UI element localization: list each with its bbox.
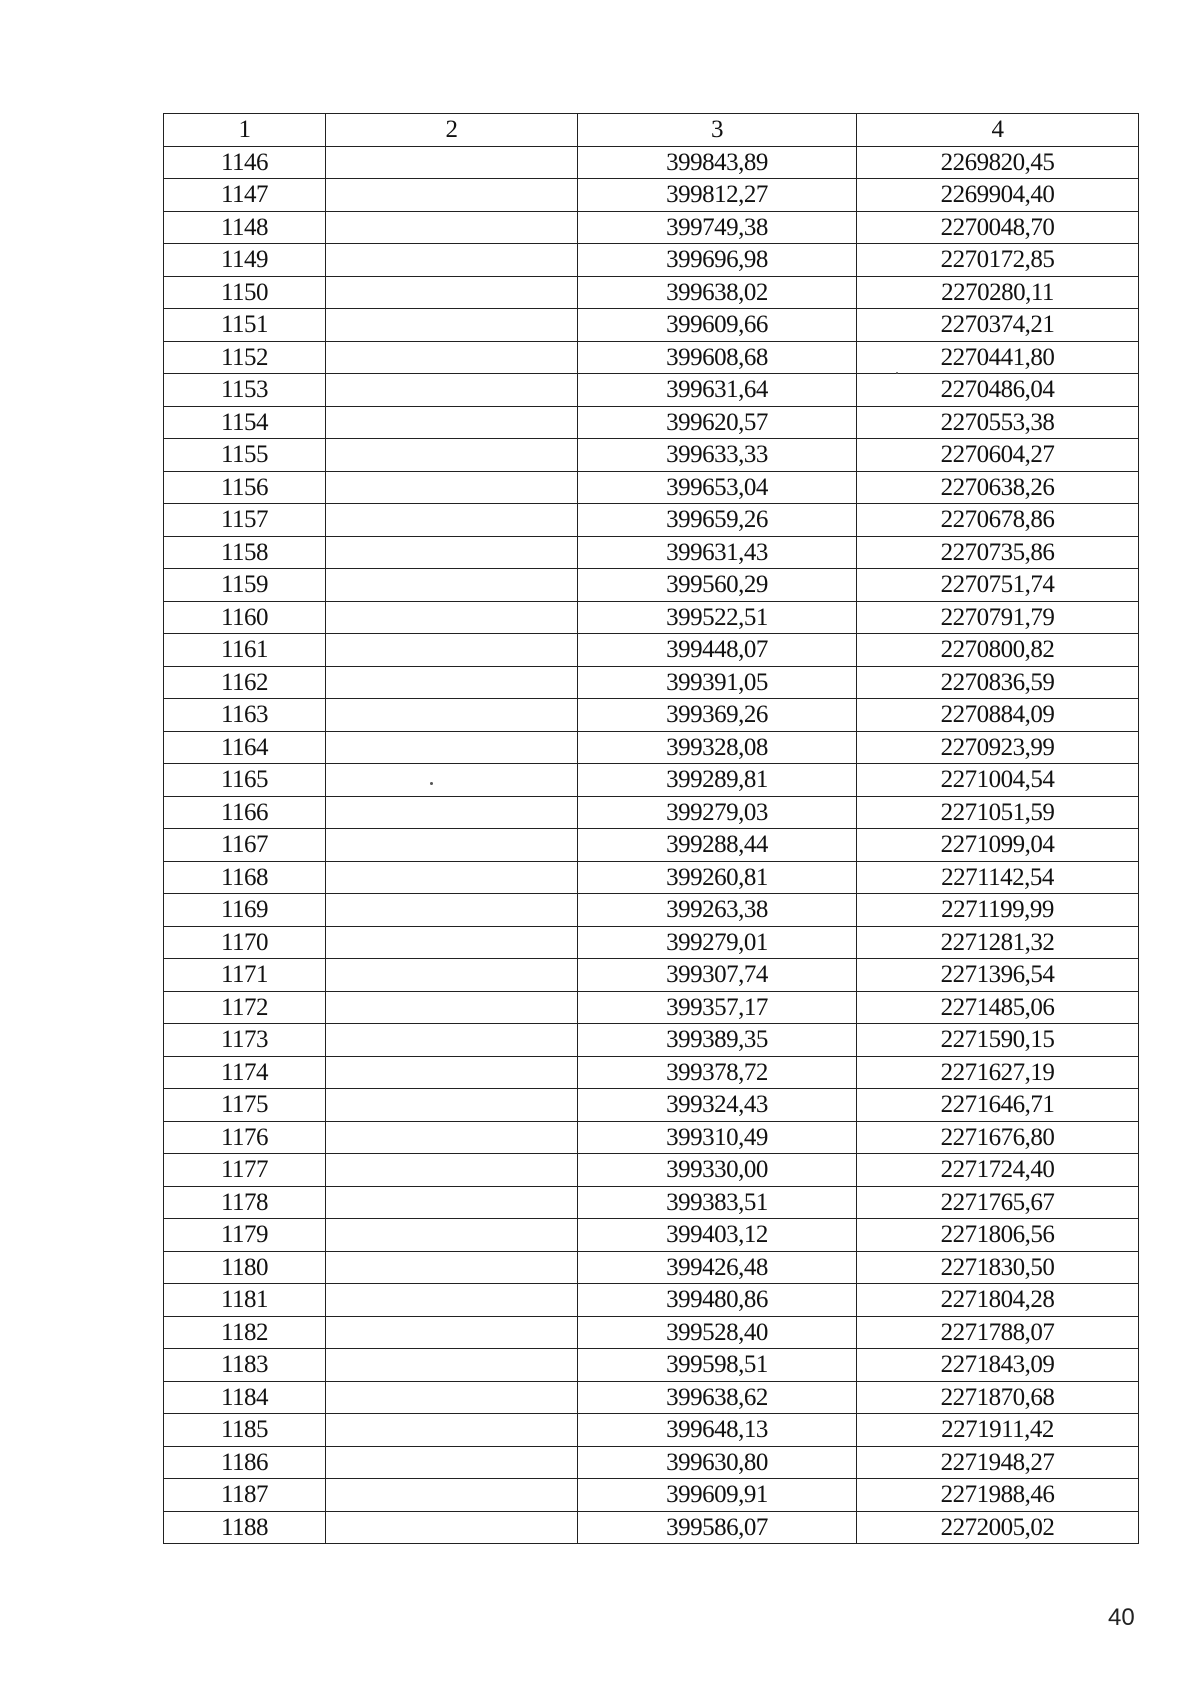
table-row: [164, 276, 1139, 309]
table-cell-col4: 2270604,27: [857, 439, 1139, 472]
table-cell-col4: 2271281,32: [857, 926, 1139, 959]
table-cell-col2: [326, 829, 578, 862]
table-cell-col3: 399357,17: [578, 991, 857, 1024]
table-cell-col1: 1165: [164, 764, 326, 797]
table-cell-col4: 2270048,70: [857, 211, 1139, 244]
table-cell-col2: [326, 1154, 578, 1187]
table-cell-col2: [326, 894, 578, 927]
table-cell-col3: 399426,48: [578, 1251, 857, 1284]
table-cell-col1: 1170: [164, 926, 326, 959]
table-cell-col3: 399633,33: [578, 439, 857, 472]
table-cell-col4: 2269904,40: [857, 179, 1139, 212]
table-cell-col3: 399560,29: [578, 569, 857, 602]
table-cell-col2: [326, 179, 578, 212]
table-row: [164, 1024, 1139, 1057]
table-row: [164, 796, 1139, 829]
table-cell-col4: 2270172,85: [857, 244, 1139, 277]
table-row: [164, 244, 1139, 277]
table-cell-col3: 399638,02: [578, 276, 857, 309]
table-cell-col2: [326, 1219, 578, 1252]
table-cell-col4: 2270486,04: [857, 374, 1139, 407]
table-cell-col4: 2271843,09: [857, 1349, 1139, 1382]
table-cell-col2: [326, 1349, 578, 1382]
table-cell-col1: 1179: [164, 1219, 326, 1252]
table-cell-col2: [326, 1121, 578, 1154]
table-cell-col1: 1171: [164, 959, 326, 992]
table-cell-col4: 2271099,04: [857, 829, 1139, 862]
table-cell-col3: 399403,12: [578, 1219, 857, 1252]
table-cell-col4: 2271948,27: [857, 1446, 1139, 1479]
table-row: [164, 211, 1139, 244]
table-cell-col4: 2271870,68: [857, 1381, 1139, 1414]
table-cell-col4: 2271765,67: [857, 1186, 1139, 1219]
table-row: [164, 569, 1139, 602]
table-row: [164, 1089, 1139, 1122]
table-row: [164, 146, 1139, 179]
table-cell-col2: [326, 504, 578, 537]
table-cell-col1: 1177: [164, 1154, 326, 1187]
table-cell-col3: 399279,01: [578, 926, 857, 959]
table-cell-col2: [326, 1089, 578, 1122]
table-cell-col3: 399522,51: [578, 601, 857, 634]
table-cell-col2: [326, 341, 578, 374]
table-cell-col1: 1166: [164, 796, 326, 829]
table-cell-col2: [326, 1381, 578, 1414]
table-cell-col4: 2271627,19: [857, 1056, 1139, 1089]
table-cell-col2: [326, 926, 578, 959]
table-cell-col4: 2271806,56: [857, 1219, 1139, 1252]
table-cell-col1: 1175: [164, 1089, 326, 1122]
table-cell-col3: 399843,89: [578, 146, 857, 179]
table-row: [164, 179, 1139, 212]
table-cell-col2: [326, 699, 578, 732]
table-row: [164, 1121, 1139, 1154]
table-cell-col3: 399609,91: [578, 1479, 857, 1512]
table-cell-col2: [326, 1056, 578, 1089]
table-cell-col3: 399448,07: [578, 634, 857, 667]
table-cell-col3: 399260,81: [578, 861, 857, 894]
table-row: [164, 991, 1139, 1024]
table-cell-col2: [326, 244, 578, 277]
table-row: [164, 504, 1139, 537]
table-row: [164, 1154, 1139, 1187]
table-row: [164, 959, 1139, 992]
table-cell-col4: 2271485,06: [857, 991, 1139, 1024]
table-cell-col3: 399812,27: [578, 179, 857, 212]
table-cell-col3: 399328,08: [578, 731, 857, 764]
table-cell-col4: 2271724,40: [857, 1154, 1139, 1187]
table-cell-col4: 2271396,54: [857, 959, 1139, 992]
table-cell-col4: 2271590,15: [857, 1024, 1139, 1057]
table-cell-col3: 399631,43: [578, 536, 857, 569]
table-cell-col1: 1180: [164, 1251, 326, 1284]
scan-speck: [430, 782, 433, 785]
table-cell-col1: 1186: [164, 1446, 326, 1479]
table-row: [164, 1056, 1139, 1089]
table-cell-col2: [326, 374, 578, 407]
page-number: 40: [1108, 1604, 1135, 1631]
table-cell-col1: 1153: [164, 374, 326, 407]
table-cell-col2: [326, 1511, 578, 1544]
table-cell-col2: [326, 309, 578, 342]
table-cell-col3: 399528,40: [578, 1316, 857, 1349]
table-cell-col1: 1163: [164, 699, 326, 732]
table-row: [164, 1251, 1139, 1284]
table-row: [164, 731, 1139, 764]
table-row: [164, 439, 1139, 472]
table-row: [164, 374, 1139, 407]
table-cell-col3: 399307,74: [578, 959, 857, 992]
table-row: [164, 1414, 1139, 1447]
table-cell-col2: [326, 1251, 578, 1284]
table-cell-col3: 399586,07: [578, 1511, 857, 1544]
table-cell-col1: 1162: [164, 666, 326, 699]
table-cell-col3: 399638,62: [578, 1381, 857, 1414]
table-cell-col1: 1152: [164, 341, 326, 374]
table-cell-col3: 399630,80: [578, 1446, 857, 1479]
table-cell-col4: 2270751,74: [857, 569, 1139, 602]
table-cell-col1: 1167: [164, 829, 326, 862]
table-cell-col3: 399391,05: [578, 666, 857, 699]
column-header-2: 2: [326, 114, 578, 147]
table-cell-col3: 399696,98: [578, 244, 857, 277]
table-row: [164, 1381, 1139, 1414]
table-cell-col2: [326, 536, 578, 569]
table-row: [164, 1479, 1139, 1512]
table-header: [164, 114, 1139, 147]
table-row: [164, 926, 1139, 959]
table-cell-col4: 2270836,59: [857, 666, 1139, 699]
table-cell-col4: 2270553,38: [857, 406, 1139, 439]
table-cell-col4: 2272005,02: [857, 1511, 1139, 1544]
table-cell-col4: 2271804,28: [857, 1284, 1139, 1317]
table-cell-col4: 2271788,07: [857, 1316, 1139, 1349]
table-cell-col4: 2270791,79: [857, 601, 1139, 634]
table-body: [164, 146, 1139, 1544]
table-cell-col2: [326, 634, 578, 667]
table-row: [164, 1349, 1139, 1382]
table-cell-col1: 1156: [164, 471, 326, 504]
table-cell-col1: 1146: [164, 146, 326, 179]
table-cell-col2: [326, 471, 578, 504]
table-cell-col3: 399330,00: [578, 1154, 857, 1187]
table-cell-col1: 1161: [164, 634, 326, 667]
table-cell-col2: [326, 861, 578, 894]
table-cell-col4: 2270638,26: [857, 471, 1139, 504]
table-cell-col3: 399620,57: [578, 406, 857, 439]
table-cell-col1: 1181: [164, 1284, 326, 1317]
table-row: [164, 1186, 1139, 1219]
table-cell-col1: 1158: [164, 536, 326, 569]
table-cell-col2: [326, 959, 578, 992]
table-row: [164, 471, 1139, 504]
table-cell-col2: [326, 569, 578, 602]
table-cell-col2: [326, 406, 578, 439]
table-cell-col3: 399659,26: [578, 504, 857, 537]
table-cell-col1: 1150: [164, 276, 326, 309]
table-cell-col4: 2270884,09: [857, 699, 1139, 732]
table-cell-col1: 1147: [164, 179, 326, 212]
table-row: [164, 894, 1139, 927]
table-row: [164, 764, 1139, 797]
table-cell-col2: [326, 1446, 578, 1479]
table-cell-col3: 399378,72: [578, 1056, 857, 1089]
table-cell-col2: [326, 1414, 578, 1447]
column-header-3: 3: [578, 114, 857, 147]
table-cell-col4: 2270800,82: [857, 634, 1139, 667]
table-cell-col2: [326, 1479, 578, 1512]
table-cell-col1: 1164: [164, 731, 326, 764]
table-cell-col4: 2270678,86: [857, 504, 1139, 537]
table-cell-col2: [326, 1024, 578, 1057]
table-row: [164, 341, 1139, 374]
table-cell-col3: 399263,38: [578, 894, 857, 927]
table-cell-col4: 2271142,54: [857, 861, 1139, 894]
column-header-4: 4: [857, 114, 1139, 147]
table-row: [164, 1316, 1139, 1349]
table-cell-col4: 2271004,54: [857, 764, 1139, 797]
table-cell-col1: 1182: [164, 1316, 326, 1349]
table-cell-col1: 1172: [164, 991, 326, 1024]
table-row: [164, 536, 1139, 569]
table-cell-col2: [326, 439, 578, 472]
table-cell-col1: 1154: [164, 406, 326, 439]
table-cell-col3: 399598,51: [578, 1349, 857, 1382]
table-row: [164, 861, 1139, 894]
table-cell-col1: 1183: [164, 1349, 326, 1382]
table-cell-col3: 399324,43: [578, 1089, 857, 1122]
table-row: [164, 699, 1139, 732]
table-cell-col2: [326, 1284, 578, 1317]
scan-speck: [896, 372, 898, 374]
header-row: [164, 114, 1139, 147]
table-cell-col4: 2269820,45: [857, 146, 1139, 179]
table-cell-col4: 2271646,71: [857, 1089, 1139, 1122]
table-cell-col1: 1148: [164, 211, 326, 244]
table-cell-col3: 399288,44: [578, 829, 857, 862]
table-cell-col3: 399749,38: [578, 211, 857, 244]
table-cell-col1: 1185: [164, 1414, 326, 1447]
table-cell-col1: 1159: [164, 569, 326, 602]
table-row: [164, 829, 1139, 862]
table-row: [164, 1511, 1139, 1544]
table-cell-col2: [326, 666, 578, 699]
table-cell-col1: 1178: [164, 1186, 326, 1219]
table-cell-col3: 399653,04: [578, 471, 857, 504]
table-cell-col3: 399648,13: [578, 1414, 857, 1447]
table-cell-col1: 1173: [164, 1024, 326, 1057]
table-cell-col4: 2271988,46: [857, 1479, 1139, 1512]
table-cell-col3: 399609,66: [578, 309, 857, 342]
table-cell-col4: 2270374,21: [857, 309, 1139, 342]
table-cell-col1: 1149: [164, 244, 326, 277]
table-cell-col2: [326, 731, 578, 764]
table-row: [164, 1219, 1139, 1252]
table-cell-col1: 1168: [164, 861, 326, 894]
table-cell-col2: [326, 211, 578, 244]
table-cell-col3: 399289,81: [578, 764, 857, 797]
table-row: [164, 601, 1139, 634]
table-cell-col4: 2271830,50: [857, 1251, 1139, 1284]
table-cell-col3: 399608,68: [578, 341, 857, 374]
table-cell-col4: 2271051,59: [857, 796, 1139, 829]
column-header-1: 1: [164, 114, 326, 147]
table-row: [164, 406, 1139, 439]
coordinates-table: [163, 113, 1139, 1544]
table-row: [164, 309, 1139, 342]
table-cell-col1: 1151: [164, 309, 326, 342]
table-cell-col3: 399279,03: [578, 796, 857, 829]
table-cell-col2: [326, 276, 578, 309]
table-cell-col3: 399480,86: [578, 1284, 857, 1317]
table-cell-col2: [326, 991, 578, 1024]
table-row: [164, 634, 1139, 667]
table-cell-col1: 1155: [164, 439, 326, 472]
table-cell-col1: 1187: [164, 1479, 326, 1512]
table-cell-col4: 2271199,99: [857, 894, 1139, 927]
table-cell-col4: 2270923,99: [857, 731, 1139, 764]
table-cell-col4: 2270280,11: [857, 276, 1139, 309]
table-cell-col2: [326, 146, 578, 179]
table-cell-col2: [326, 601, 578, 634]
table-cell-col3: 399310,49: [578, 1121, 857, 1154]
table-cell-col2: [326, 1186, 578, 1219]
table-row: [164, 666, 1139, 699]
table-cell-col4: 2270735,86: [857, 536, 1139, 569]
table-cell-col3: 399631,64: [578, 374, 857, 407]
table-cell-col4: 2271676,80: [857, 1121, 1139, 1154]
table-cell-col2: [326, 1316, 578, 1349]
table-cell-col1: 1184: [164, 1381, 326, 1414]
table-row: [164, 1284, 1139, 1317]
table-row: [164, 1446, 1139, 1479]
table-cell-col2: [326, 796, 578, 829]
table-cell-col1: 1174: [164, 1056, 326, 1089]
table-cell-col1: 1160: [164, 601, 326, 634]
table-cell-col1: 1176: [164, 1121, 326, 1154]
table-cell-col1: 1157: [164, 504, 326, 537]
table-cell-col3: 399369,26: [578, 699, 857, 732]
table-cell-col4: 2271911,42: [857, 1414, 1139, 1447]
table-cell-col2: [326, 764, 578, 797]
table-cell-col1: 1188: [164, 1511, 326, 1544]
table-cell-col3: 399389,35: [578, 1024, 857, 1057]
table-cell-col1: 1169: [164, 894, 326, 927]
table-cell-col3: 399383,51: [578, 1186, 857, 1219]
table-cell-col4: 2270441,80: [857, 341, 1139, 374]
